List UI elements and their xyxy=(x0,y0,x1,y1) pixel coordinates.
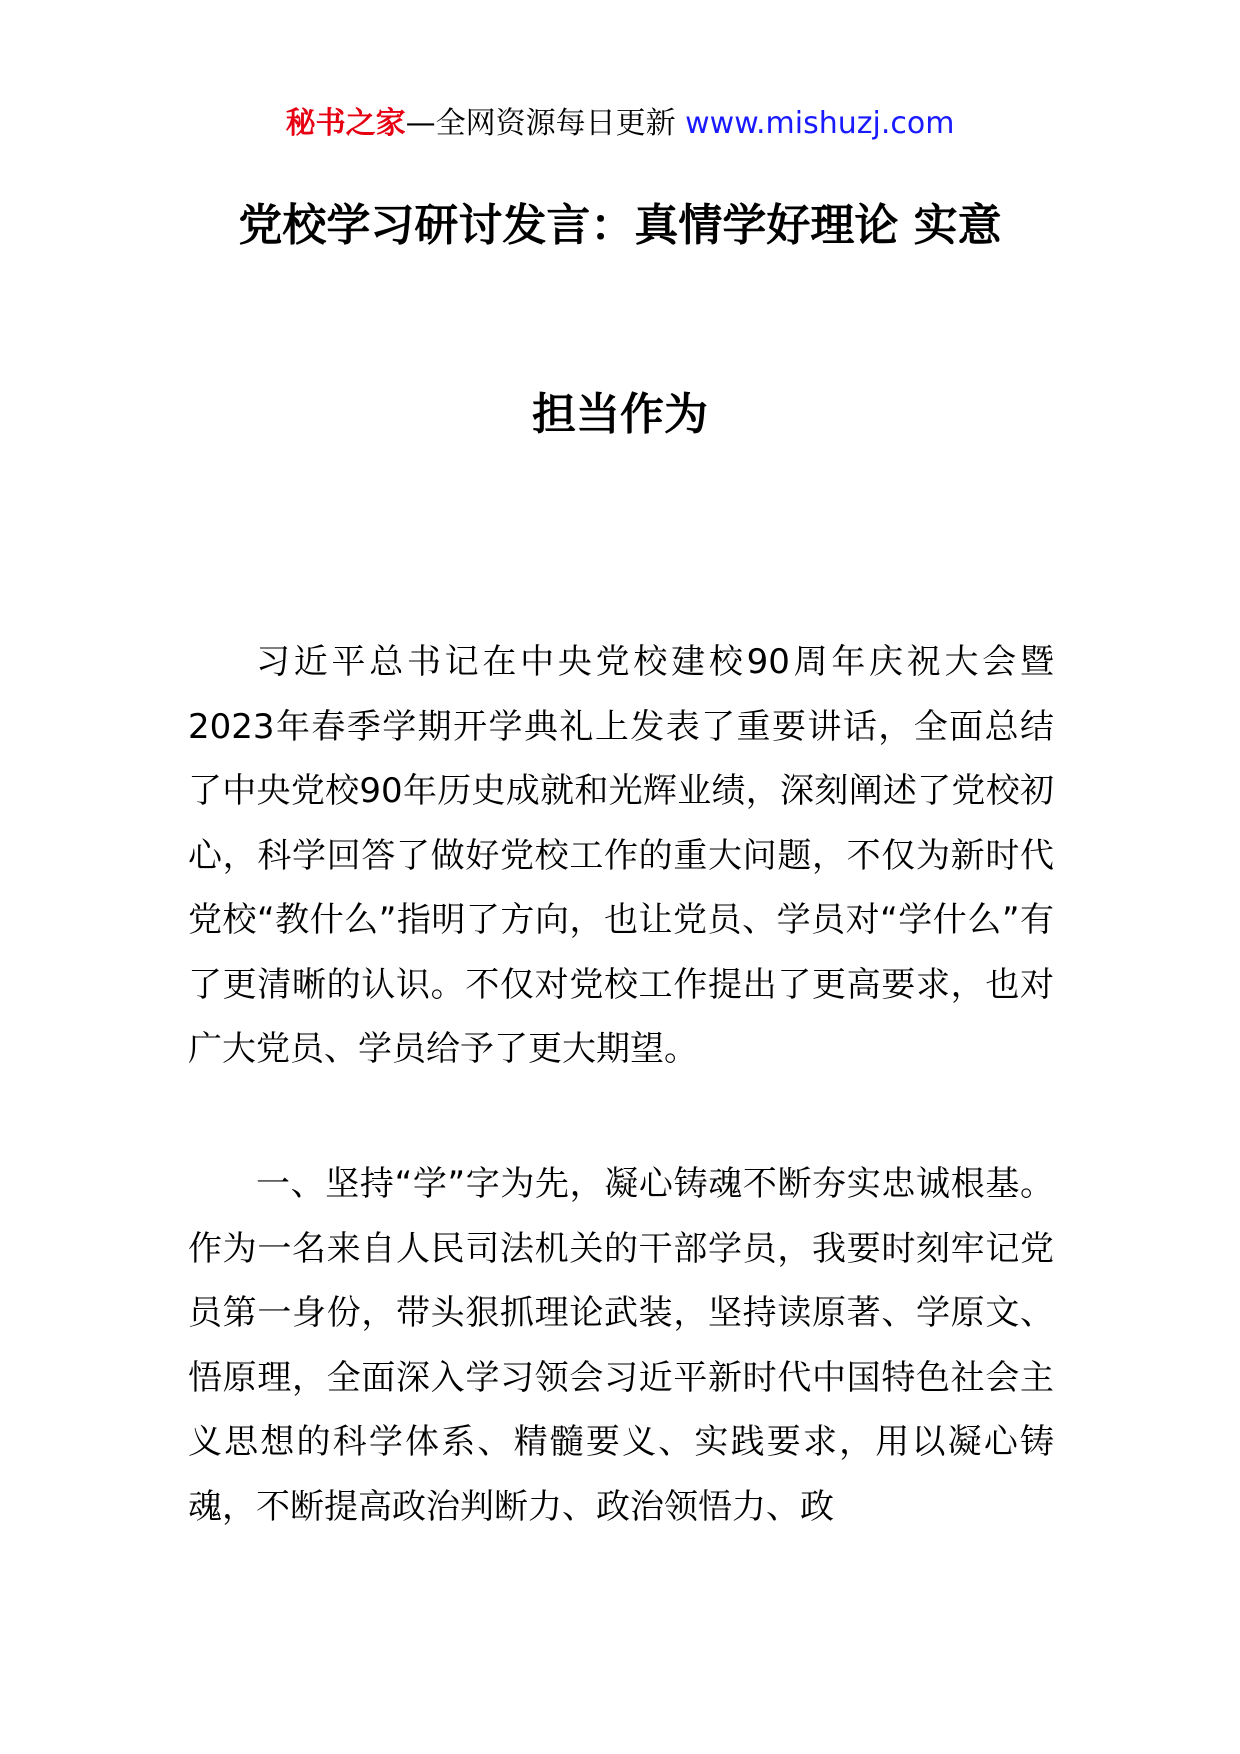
site-brand: 秘书之家 xyxy=(285,106,406,141)
site-tagline: —全网资源每日更新 xyxy=(405,106,676,141)
document-title-line-1: 党校学习研讨发言：真情学好理论 实意 xyxy=(238,200,1002,251)
body-paragraph: 一、坚持“学”字为先，凝心铸魂不断夯实忠诚根基。作为一名来自人民司法机关的干部学员，我要时刻牢记党员第一身份，带头狠抓理论武装，坚持读原著、学原文、悟原理，全面深入学习领会习近平新时代中国特色社会主义思想的科学体系、精髓要义、实践要求，用以凝心铸魂，不断提高政治判断力、政治领悟力、政 xyxy=(188,1164,1054,1527)
body-paragraph: 习近平总书记在中央党校建校90周年庆祝大会暨2023年春季学期开学典礼上发表了重要讲话，全面总结了中央党校90年历史成就和光辉业绩，深刻阐述了党校初心，科学回答了做好党校工作的重大问题，不仅为新时代党校“教什么”指明了方向，也让党员、学员对“学什么”有了更清晰的认识。不仅对党校工作提出了更高要求，也对广大党员、学员给予了更大期望。 xyxy=(188,642,1054,1069)
site-header xyxy=(0,102,1240,146)
document-title-line-2: 担当作为 xyxy=(532,389,708,440)
site-url-link[interactable]: www.mishuzj.com xyxy=(685,106,955,141)
